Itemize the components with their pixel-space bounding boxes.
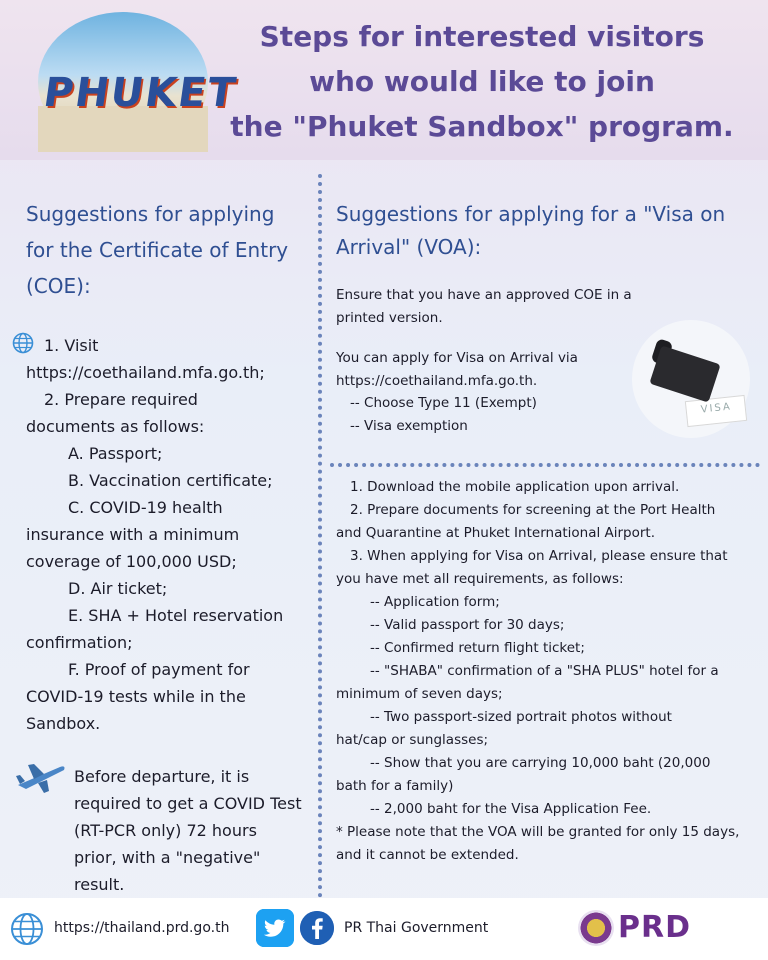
prd-logo: [578, 906, 718, 950]
coe-section: [26, 196, 302, 898]
twitter-icon[interactable]: [256, 909, 294, 947]
voa-req-shaba-cont: minimum of seven days;: [336, 686, 503, 702]
header-banner: [0, 0, 768, 160]
coe-item-d: D. Air ticket;: [68, 579, 168, 598]
phuket-letters: PHUKET: [40, 70, 241, 116]
globe-icon: [12, 332, 34, 354]
voa-req-photos: -- Two passport-sized portrait photos without: [370, 709, 672, 725]
voa-req-money-cont: bath for a family): [336, 778, 454, 794]
coe-item-f: F. Proof of payment for: [68, 660, 250, 679]
voa-step-1: 1. Download the mobile application upon arrival.: [350, 479, 680, 495]
coe-step-2: 2. Prepare required: [44, 390, 198, 409]
stamp-icon: [649, 345, 720, 402]
coe-item-f-cont: COVID-19 tests while in the Sandbox.: [26, 687, 246, 733]
coe-item-b: B. Vaccination certificate;: [68, 471, 273, 490]
coe-item-a: A. Passport;: [68, 444, 163, 463]
coe-list: [26, 332, 302, 737]
prd-seal-icon: [578, 910, 614, 946]
voa-heading: Suggestions for applying for a "Visa on Arrival" (VOA):: [336, 202, 726, 259]
voa-step-3-cont: you have met all requirements, as follows:: [336, 571, 624, 587]
voa-note: * Please note that the VOA will be granted for only 15 days, and it cannot be extended.: [336, 824, 740, 863]
voa-req-money: -- Show that you are carrying 10,000 baht (20,000: [370, 755, 711, 771]
voa-req-ticket: -- Confirmed return flight ticket;: [370, 640, 585, 656]
title-line-2: who would like to join: [309, 65, 655, 98]
voa-step-3: 3. When applying for Visa on Arrival, please ensure that: [350, 548, 728, 564]
voa-req-photos-cont: hat/cap or sunglasses;: [336, 732, 489, 748]
title-line-1: Steps for interested visitors: [259, 20, 705, 53]
phuket-sign-photo: [38, 12, 241, 152]
visa-paper-text: VISA: [700, 401, 733, 416]
coe-step-2-cont: documents as follows:: [26, 417, 205, 436]
voa-req-fee: -- 2,000 baht for the Visa Application Fee.: [370, 801, 652, 817]
vertical-divider: [318, 174, 322, 898]
voa-choose-type: -- Choose Type 11 (Exempt): [350, 395, 537, 411]
voa-step-2: 2. Prepare documents for screening at the Port Health: [350, 502, 716, 518]
coe-step-1: 1. Visit: [44, 336, 99, 355]
footer-social-label[interactable]: PR Thai Government: [344, 920, 489, 936]
voa-intro: [336, 284, 636, 437]
globe-icon: [10, 912, 44, 946]
voa-req-form: -- Application form;: [370, 594, 500, 610]
prd-logo-text: PRD: [618, 910, 691, 945]
departure-note: Before departure, it is required to get a COVID Test (RT-PCR only) 72 hours prior, with a "negative" result.: [74, 767, 302, 894]
voa-ensure: Ensure that you have an approved COE in a printed version.: [336, 287, 632, 326]
voa-step-2-cont: and Quarantine at Phuket International Airport.: [336, 525, 656, 541]
voa-steps: [336, 476, 760, 867]
coe-heading: Suggestions for applying for the Certificate of Entry (COE):: [26, 202, 289, 298]
voa-req-passport: -- Valid passport for 30 days;: [370, 617, 565, 633]
facebook-icon[interactable]: [300, 911, 334, 945]
page-title: [222, 14, 742, 149]
voa-apply-via: You can apply for Visa on Arrival via https://coethailand.mfa.go.th.: [336, 350, 578, 389]
departure-note-block: [26, 763, 302, 898]
horizontal-divider: [330, 463, 760, 467]
voa-req-shaba: -- "SHABA" confirmation of a "SHA PLUS" hotel for a: [370, 663, 719, 679]
title-line-3: the "Phuket Sandbox" program.: [230, 110, 734, 143]
coe-item-c-cont: insurance with a minimum coverage of 100,000 USD;: [26, 525, 240, 571]
airplane-icon: [14, 759, 68, 795]
voa-exemption: -- Visa exemption: [350, 417, 468, 434]
coe-item-c: C. COVID-19 health: [68, 498, 223, 517]
visa-stamp-image: [632, 320, 750, 438]
footer-website-link[interactable]: https://thailand.prd.go.th: [54, 920, 230, 936]
footer: [0, 898, 768, 960]
coe-item-e-cont: confirmation;: [26, 633, 133, 652]
coe-item-e: E. SHA + Hotel reservation: [68, 606, 284, 625]
coe-url: https://coethailand.mfa.go.th;: [26, 363, 265, 382]
